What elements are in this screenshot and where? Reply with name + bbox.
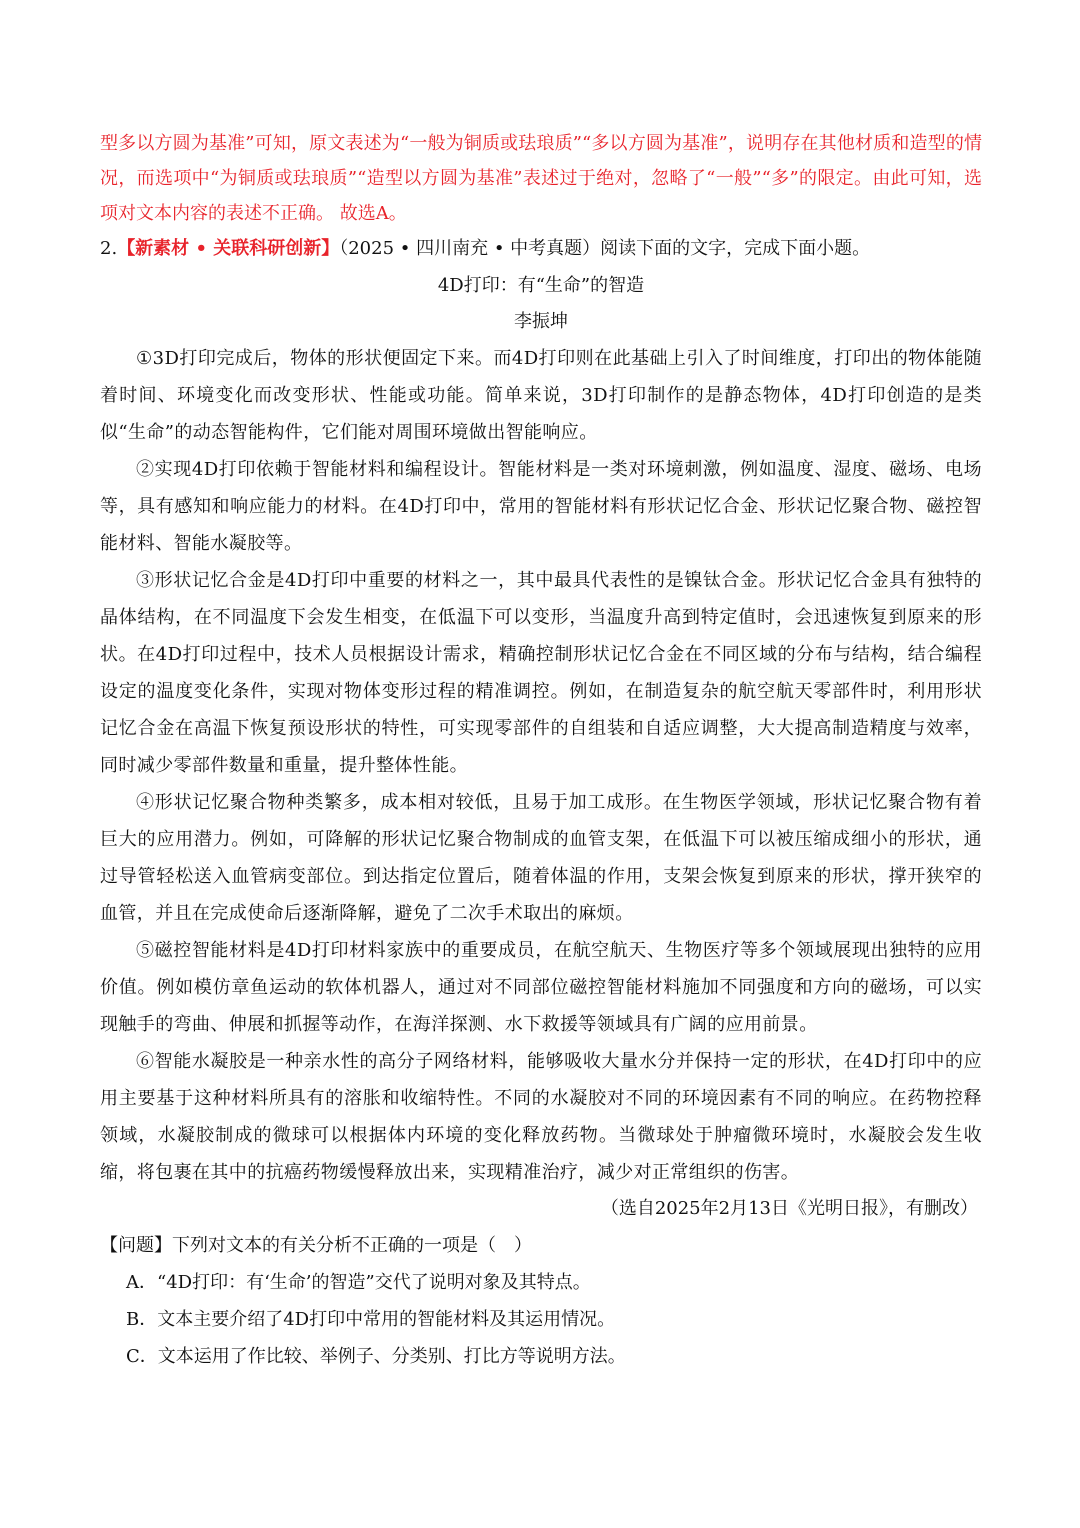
article-paragraph-5: ⑤磁控智能材料是4D打印材料家族中的重要成员，在航空航天、生物医疗等多个领域展现出独特的应用价值。例如模仿章鱼运动的软体机器人，通过对不同部位磁控智能材料施加不同强度和方向的磁场，可以实现触手的弯曲、伸展和抓握等动作，在海洋探测、水下救援等领域具有广阔的应用前景。 [100, 940, 982, 1035]
question-source-note: （2025 • 四川南充 • 中考真题） [339, 238, 601, 259]
question-tag: 【新素材 • 关联科研创新】 [117, 238, 340, 259]
article-paragraph-6: ⑥智能水凝胶是一种亲水性的高分子网络材料，能够吸收大量水分并保持一定的形状，在4D打印中的应用主要基于这种材料所具有的溶胀和收缩特性。不同的水凝胶对不同的环境因素有不同的响应。在药物控释领域，水凝胶制成的微球可以根据体内环境的变化释放药物。当微球处于肿瘤微环境时，水凝胶会发生收缩，将包裹在其中的抗癌药物缓慢释放出来，实现精准治疗，减少对正常组织的伤害。 [100, 1051, 982, 1183]
article-paragraph-1: ①3D打印完成后，物体的形状便固定下来。而4D打印则在此基础上引入了时间维度，打印出的物体能随着时间、环境变化而改变形状、性能或功能。简单来说，3D打印制作的是静态物体，4D打印创造的是类似“生命”的动态智能构件，它们能对周围环境做出智能响应。 [100, 348, 982, 443]
option-b: B．文本主要介绍了4D打印中常用的智能材料及其运用情况。 [126, 1309, 616, 1330]
article-paragraph-3: ③形状记忆合金是4D打印中重要的材料之一，其中最具代表性的是镍钛合金。形状记忆合金具有独特的晶体结构，在不同温度下会发生相变，在低温下可以变形，当温度升高到特定值时，会迅速恢复到原来的形状。在4D打印过程中，技术人员根据设计需求，精确控制形状记忆合金在不同区域的分布与结构，结合编程设定的温度变化条件，实现对物体变形过程的精准调控。例如，在制造复杂的航空航天零部件时，利用形状记忆合金在高温下恢复预设形状的特性，可实现零部件的自组装和自适应调整，大大提高制造精度与效率，同时减少零部件数量和重量，提升整体性能。 [100, 570, 982, 776]
article-paragraph-4: ④形状记忆聚合物种类繁多，成本相对较低，且易于加工成形。在生物医学领域，形状记忆聚合物有着巨大的应用潜力。例如，可降解的形状记忆聚合物制成的血管支架，在低温下可以被压缩成细小的形状，通过导管轻松送入血管病变部位。到达指定位置后，随着体温的作用，支架会恢复到原来的形状，撑开狭窄的血管，并且在完成使命后逐渐降解，避免了二次手术取出的麻烦。 [100, 792, 982, 924]
option-a: A．“4D打印：有‘生命’的智造”交代了说明对象及其特点。 [126, 1272, 591, 1293]
question-number: 2. [100, 238, 118, 259]
document-page [100, 126, 982, 1375]
option-c: C．文本运用了作比较、举例子、分类别、打比方等说明方法。 [126, 1346, 626, 1367]
article-title: 4D打印：有“生命”的智造 [437, 275, 645, 296]
sub-question-stem: 【问题】下列对文本的有关分析不正确的一项是（ ） [100, 1235, 532, 1256]
question-instruction: 阅读下面的文字，完成下面小题。 [600, 238, 871, 259]
article-paragraph-2: ②实现4D打印依赖于智能材料和编程设计。智能材料是一类对环境刺激，例如温度、湿度、磁场、电场等，具有感知和响应能力的材料。在4D打印中，常用的智能材料有形状记忆合金、形状记忆聚合物、磁控智能材料、智能水凝胶等。 [100, 459, 982, 554]
article-source: （选自2025年2月13日《光明日报》，有删改） [600, 1198, 978, 1219]
answer-explanation: 型多以方圆为基准”可知，原文表述为“一般为铜质或珐琅质”“多以方圆为基准”，说明存在其他材质和造型的情况，而选项中“为铜质或珐琅质”“造型以方圆为基准”表述过于绝对，忽略了“一般”“多”的限定。由此可知，选项对文本内容的表述不正确。 故选A。 [100, 133, 982, 224]
article-author: 李振坤 [514, 311, 568, 332]
question-header [100, 231, 982, 266]
